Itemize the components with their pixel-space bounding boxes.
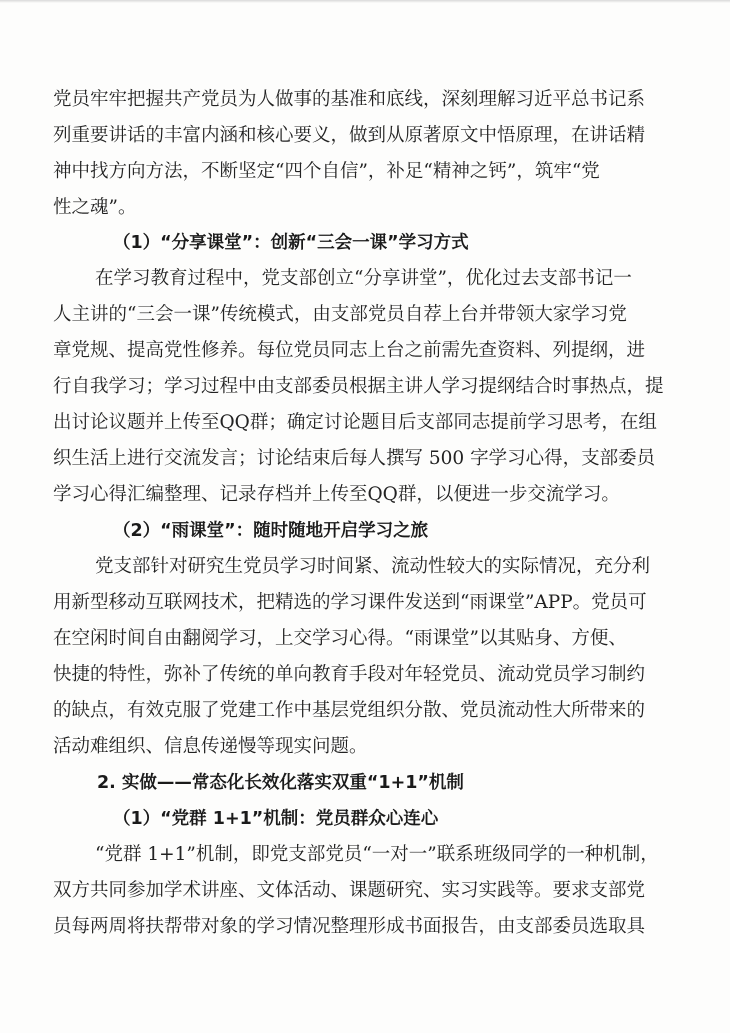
rain-line-5: 的缺点，有效克服了党建工作中基层党组织分散、党员流动性大所带来的 xyxy=(53,700,646,721)
rain-line-4: 快捷的特性，弥补了传统的单向教育手段对年轻党员、流动党员学习制约 xyxy=(53,664,646,685)
mass-line-2: 双方共同参加学术讲座、文体活动、课题研究、实习实践等。要求支部党 xyxy=(53,880,646,901)
share-line-2: 人主讲的“三会一课”传统模式，由支部党员自荐上台并带领大家学习党 xyxy=(53,304,627,325)
share-line-1: 在学习教育过程中，党支部创立“分享讲堂”，优化过去支部书记一 xyxy=(95,268,632,289)
section-rain-heading: （2）“雨课堂”：随时随地开启学习之旅 xyxy=(113,521,429,541)
rain-line-2: 用新型移动互联网技术，把精选的学习课件发送到“雨课堂”APP。党员可 xyxy=(53,592,647,613)
share-line-4: 行自我学习；学习过程中由支部委员根据主讲人学习提纲结合时事热点，提 xyxy=(53,376,664,397)
section-share-heading: （1）“分享课堂”：创新“三会一课”学习方式 xyxy=(113,233,469,253)
section-practice-heading: 2. 实做——常态化长效化落实双重“1+1”机制 xyxy=(97,773,464,793)
share-line-5: 出讨论议题并上传至QQ群；确定讨论题目后支部同志提前学习思考，在组 xyxy=(53,412,657,433)
intro-line-3: 神中找方向方法，不断坚定“四个自信”，补足“精神之钙”，筑牢“党 xyxy=(53,161,600,182)
intro-line-2: 列重要讲话的丰富内涵和核心要义，做到从原著原文中悟原理，在讲话精 xyxy=(53,125,646,146)
scan-edge xyxy=(0,0,730,3)
share-line-7: 学习心得汇编整理、记录存档并上传至QQ群，以便进一步交流学习。 xyxy=(53,484,620,505)
rain-line-6: 活动难组织、信息传递慢等现实问题。 xyxy=(53,736,368,757)
share-line-3: 章党规、提高党性修养。每位党员同志上台之前需先查资料、列提纲，进 xyxy=(53,340,646,361)
section-mass-heading: （1）“党群 1+1”机制：党员群众心连心 xyxy=(113,809,439,829)
share-line-6: 织生活上进行交流发言；讨论结束后每人撰写 500 字学习心得，支部委员 xyxy=(53,448,656,469)
rain-line-3: 在空闲时间自由翻阅学习，上交学习心得。“雨课堂”以其贴身、方便、 xyxy=(53,628,627,649)
mass-line-1: “党群 1+1”机制，即党支部党员“一对一”联系班级同学的一种机制， xyxy=(95,844,659,865)
intro-line-1: 党员牢牢把握共产党员为人做事的基准和底线，深刻理解习近平总书记系 xyxy=(53,89,646,110)
intro-line-4: 性之魂”。 xyxy=(53,197,137,218)
mass-line-3: 员每两周将扶帮带对象的学习情况整理形成书面报告，由支部委员选取具 xyxy=(53,916,646,937)
rain-line-1: 党支部针对研究生党员学习时间紧、流动性较大的实际情况，充分利 xyxy=(95,556,651,577)
